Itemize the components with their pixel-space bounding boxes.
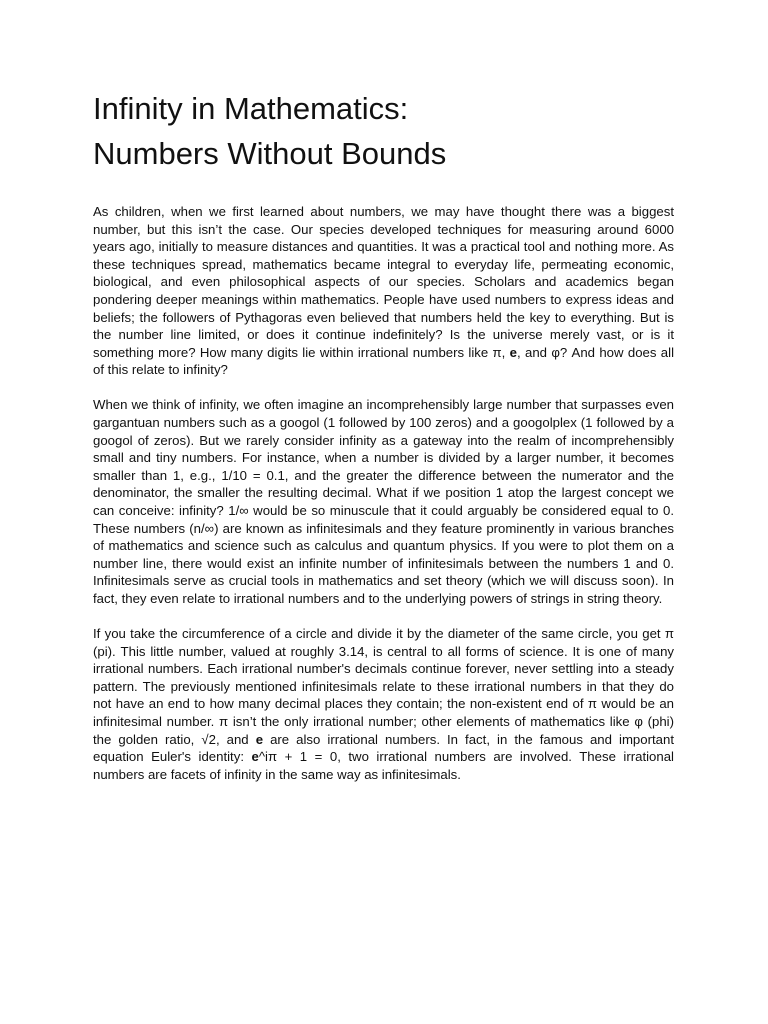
paragraph-1-bold-e: e [509,344,517,360]
paragraph-3-text-c: ^iπ + 1 = 0, two irrational numbers are involved. These irrational numbers are facets of infinity in the same way as infinitesimals. [93,749,674,782]
paragraph-3-bold-e-1: e [255,731,264,747]
document-body [93,203,674,783]
document-title [93,86,674,176]
title-line-1: Infinity in Mathematics: [93,91,409,126]
paragraph-3-text-b: are also irrational numbers. In fact, in the famous and important equation Euler's identity: [93,731,674,765]
paragraph-2: When we think of infinity, we often imagine an incomprehensibly large number that surpasses even gargantuan numbers such as a googol (1 followed by 100 zeros) and a googolplex (1 followed by a googol of zeros). But we rarely consider infinity as a gateway into the realm of incomprehensibly small and tiny numbers. For instance, when a number is divided by a larger number, it becomes smaller than 1, e.g., 1/10 = 0.1, and the greater the difference between the numerator and the denominator, the smaller the resulting decimal. What if we position 1 atop the largest concept we can conceive: infinity? 1/∞ would be so minuscule that it could arguably be considered equal to 0. These numbers (n/∞) are known as infinitesimals and they feature prominently in various branches of mathematics and science such as calculus and quantum physics. If you were to plot them on a number line, there would exist an infinite number of infinitesimals between the numbers 1 and 0. Infinitesimals serve as crucial tools in mathematics and set theory (which we will discuss soon). In fact, they even relate to irrational numbers and to the underlying powers of strings in string theory. [93,397,674,606]
title-line-2: Numbers Without Bounds [93,136,447,171]
document-page [93,86,674,801]
paragraph-3-text-a: If you take the circumference of a circle and divide it by the diameter of the same circle, you get π (pi). This little number, valued at roughly 3.14, is central to all forms of science. It is one of many irrational numbers. Each irrational number's decimals continue forever, never settling into a steady pattern. The previously mentioned infinitesimals relate to these irrational numbers in that they do not have an end to how many decimal places they contain; the non-existent end of π would be an infinitesimal number. π isn’t the only irrational number; other elements of mathematics like φ (phi) the golden ratio, √2, and [93,626,674,747]
paragraph-1 [93,203,674,379]
paragraph-3 [93,625,674,783]
paragraph-1-text-b: , and φ? And how does all of this relate to infinity? [93,344,674,378]
paragraph-3-bold-e-2: e [251,749,259,765]
paragraph-1-text-a: As children, when we first learned about numbers, we may have thought there was a biggest number, but this isn’t the case. Our species developed techniques for measuring around 6000 years ago, initially to measure distances and quantities. It was a practical tool and nothing more. As these techniques spread, mathematics became integral to everyday life, permeating economic, biological, and even philosophical aspects of our species. Scholars and academics began pondering deeper meanings within mathematics. People have used numbers to express ideas and beliefs; the followers of Pythagoras even believed that numbers held the key to everything. But is the number line limited, or does it continue indefinitely? Is the universe merely vast, or is it something more? How many digits lie within irrational numbers like π, [93,204,674,360]
